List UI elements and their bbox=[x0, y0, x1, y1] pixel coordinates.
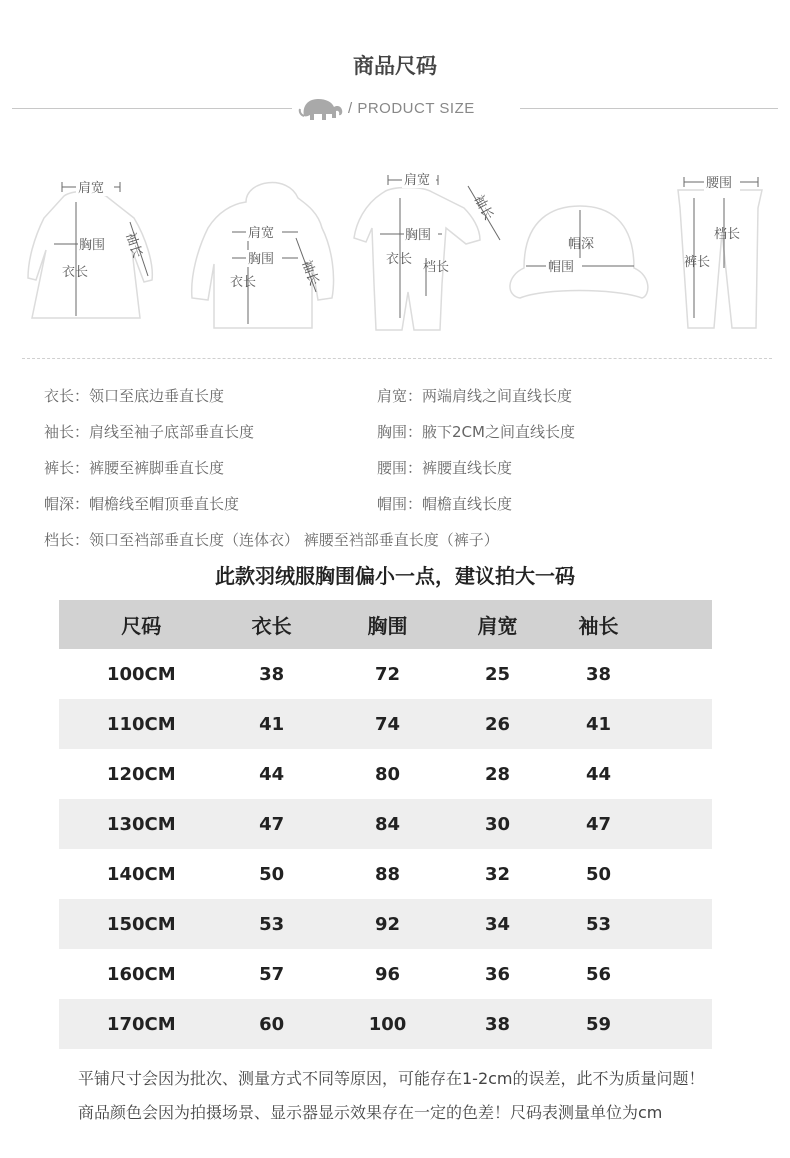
table-cell: 38 bbox=[259, 663, 285, 685]
table-cell: 28 bbox=[484, 763, 510, 785]
table-cell: 88 bbox=[374, 863, 400, 885]
definition-item: 衣长：领口至底边垂直长度 bbox=[44, 387, 225, 405]
measurement-figures bbox=[14, 168, 780, 338]
table-cell: 47 bbox=[540, 799, 658, 849]
table-cell: 53 bbox=[540, 899, 658, 949]
table-cell-spacer bbox=[657, 849, 712, 899]
hat-circumference-label: 帽围 bbox=[548, 260, 575, 275]
table-row bbox=[59, 949, 712, 999]
divider-right bbox=[520, 108, 778, 109]
table-cell: 170CM bbox=[59, 999, 224, 1049]
size-advice: 此款羽绒服胸围偏小一点，建议拍大一码 bbox=[215, 564, 575, 588]
definition-item: 肩宽：两端肩线之间直线长度 bbox=[377, 387, 573, 405]
table-cell: 72 bbox=[374, 663, 400, 685]
header-cell: 肩宽 bbox=[455, 600, 540, 649]
table-cell-spacer bbox=[657, 999, 712, 1049]
table-cell: 47 bbox=[224, 799, 320, 849]
table-cell: 130CM bbox=[59, 799, 224, 849]
table-cell-spacer bbox=[657, 949, 712, 999]
header-cell: 尺码 bbox=[59, 600, 224, 649]
table-cell: 96 bbox=[374, 963, 400, 985]
pants-waist-label: 腰围 bbox=[706, 176, 733, 191]
table-cell: 44 bbox=[586, 763, 612, 785]
table-row bbox=[59, 699, 712, 749]
table-cell-spacer bbox=[657, 699, 712, 749]
table-cell-spacer bbox=[657, 899, 712, 949]
romper-chest-label: 胸围 bbox=[405, 228, 432, 243]
pants-crotch-label: 档长 bbox=[714, 227, 741, 242]
dress-sleeve-label: 袖长 bbox=[122, 230, 145, 260]
table-cell: 32 bbox=[484, 863, 510, 885]
table-cell: 41 bbox=[540, 699, 658, 749]
hat-outline bbox=[510, 206, 648, 298]
footer-note-2: 商品颜色会因为拍摄场景、显示器显示效果存在一定的色差！尺码表测量单位为cm bbox=[78, 1103, 663, 1122]
table-cell: 50 bbox=[259, 863, 285, 885]
dress-shoulder-label: 肩宽 bbox=[78, 181, 105, 196]
table-row bbox=[59, 649, 712, 699]
table-row bbox=[59, 799, 712, 849]
section-subtitle bbox=[12, 92, 778, 128]
table-cell: 160CM bbox=[106, 963, 176, 985]
dress-chest-label: 胸围 bbox=[79, 238, 106, 253]
table-cell: 30 bbox=[455, 799, 540, 849]
table-cell: 74 bbox=[320, 699, 455, 749]
table-cell: 60 bbox=[224, 999, 320, 1049]
header-cell: 胸围 bbox=[320, 600, 455, 649]
table-cell: 44 bbox=[259, 763, 285, 785]
table-cell: 80 bbox=[374, 763, 400, 785]
header-cell: 袖长 bbox=[540, 600, 658, 649]
table-cell: 59 bbox=[540, 999, 658, 1049]
table-cell: 140CM bbox=[106, 863, 176, 885]
table-row bbox=[59, 899, 712, 949]
table-cell: 25 bbox=[484, 663, 510, 685]
table-cell: 38 bbox=[455, 999, 540, 1049]
table-header-row bbox=[59, 600, 712, 649]
table-cell: 120CM bbox=[106, 763, 176, 785]
footer-note-1: 平铺尺寸会因为批次、测量方式不同等原因，可能存在1-2cm的误差，此不为质量问题！ bbox=[78, 1069, 705, 1088]
romper-crotch-label: 档长 bbox=[423, 260, 450, 275]
romper-shoulder-label: 肩宽 bbox=[404, 173, 431, 188]
dress-length-label: 衣长 bbox=[62, 265, 89, 280]
table-row bbox=[59, 849, 712, 899]
jacket-sleeve-label: 袖长 bbox=[298, 258, 322, 288]
page-title: 商品尺码 bbox=[353, 54, 437, 78]
table-cell: 50 bbox=[586, 863, 612, 885]
dashed-divider bbox=[22, 358, 772, 359]
definition-item: 帽围：帽檐直线长度 bbox=[377, 495, 513, 513]
jacket-length-label: 衣长 bbox=[230, 275, 257, 290]
table-cell: 26 bbox=[455, 699, 540, 749]
size-table bbox=[59, 600, 712, 1049]
definition-item: 帽深：帽檐线至帽顶垂直长度 bbox=[44, 495, 240, 513]
table-cell-spacer bbox=[657, 749, 712, 799]
romper-sleeve-label: 袖长 bbox=[470, 192, 496, 223]
jacket-chest-label: 胸围 bbox=[248, 252, 275, 267]
table-cell: 34 bbox=[455, 899, 540, 949]
table-row bbox=[59, 999, 712, 1049]
table-cell: 38 bbox=[586, 663, 612, 685]
header-cell: 衣长 bbox=[224, 600, 320, 649]
table-cell: 56 bbox=[586, 963, 612, 985]
definition-item: 腰围：裤腰直线长度 bbox=[377, 459, 513, 477]
elephant-icon bbox=[296, 94, 346, 124]
table-cell: 150CM bbox=[59, 899, 224, 949]
definition-item: 裤长：裤腰至裤脚垂直长度 bbox=[44, 459, 225, 477]
romper-outline bbox=[354, 188, 480, 331]
jacket-shoulder-label: 肩宽 bbox=[248, 226, 275, 241]
table-cell: 41 bbox=[224, 699, 320, 749]
pants-length-label: 裤长 bbox=[684, 255, 711, 270]
table-cell: 100 bbox=[320, 999, 455, 1049]
table-cell: 53 bbox=[224, 899, 320, 949]
table-row bbox=[59, 749, 712, 799]
table-cell: 57 bbox=[259, 963, 285, 985]
table-cell: 36 bbox=[484, 963, 510, 985]
subtitle-text: / PRODUCT SIZE bbox=[348, 100, 475, 117]
table-cell: 92 bbox=[320, 899, 455, 949]
table-cell: 84 bbox=[320, 799, 455, 849]
table-cell-spacer bbox=[657, 799, 712, 849]
definition-item: 袖长：肩线至袖子底部垂直长度 bbox=[44, 423, 255, 441]
hat-depth-label: 帽深 bbox=[568, 237, 595, 252]
divider-left bbox=[12, 108, 292, 109]
romper-length-label: 衣长 bbox=[386, 252, 413, 267]
header-cell-spacer bbox=[657, 600, 712, 649]
table-cell: 100CM bbox=[106, 663, 176, 685]
definition-item: 档长：领口至裆部垂直长度（连体衣） 裤腰至裆部垂直长度（裤子） bbox=[44, 531, 499, 549]
definition-item: 胸围：腋下2CM之间直线长度 bbox=[377, 423, 575, 441]
table-cell: 110CM bbox=[59, 699, 224, 749]
table-cell-spacer bbox=[657, 649, 712, 699]
